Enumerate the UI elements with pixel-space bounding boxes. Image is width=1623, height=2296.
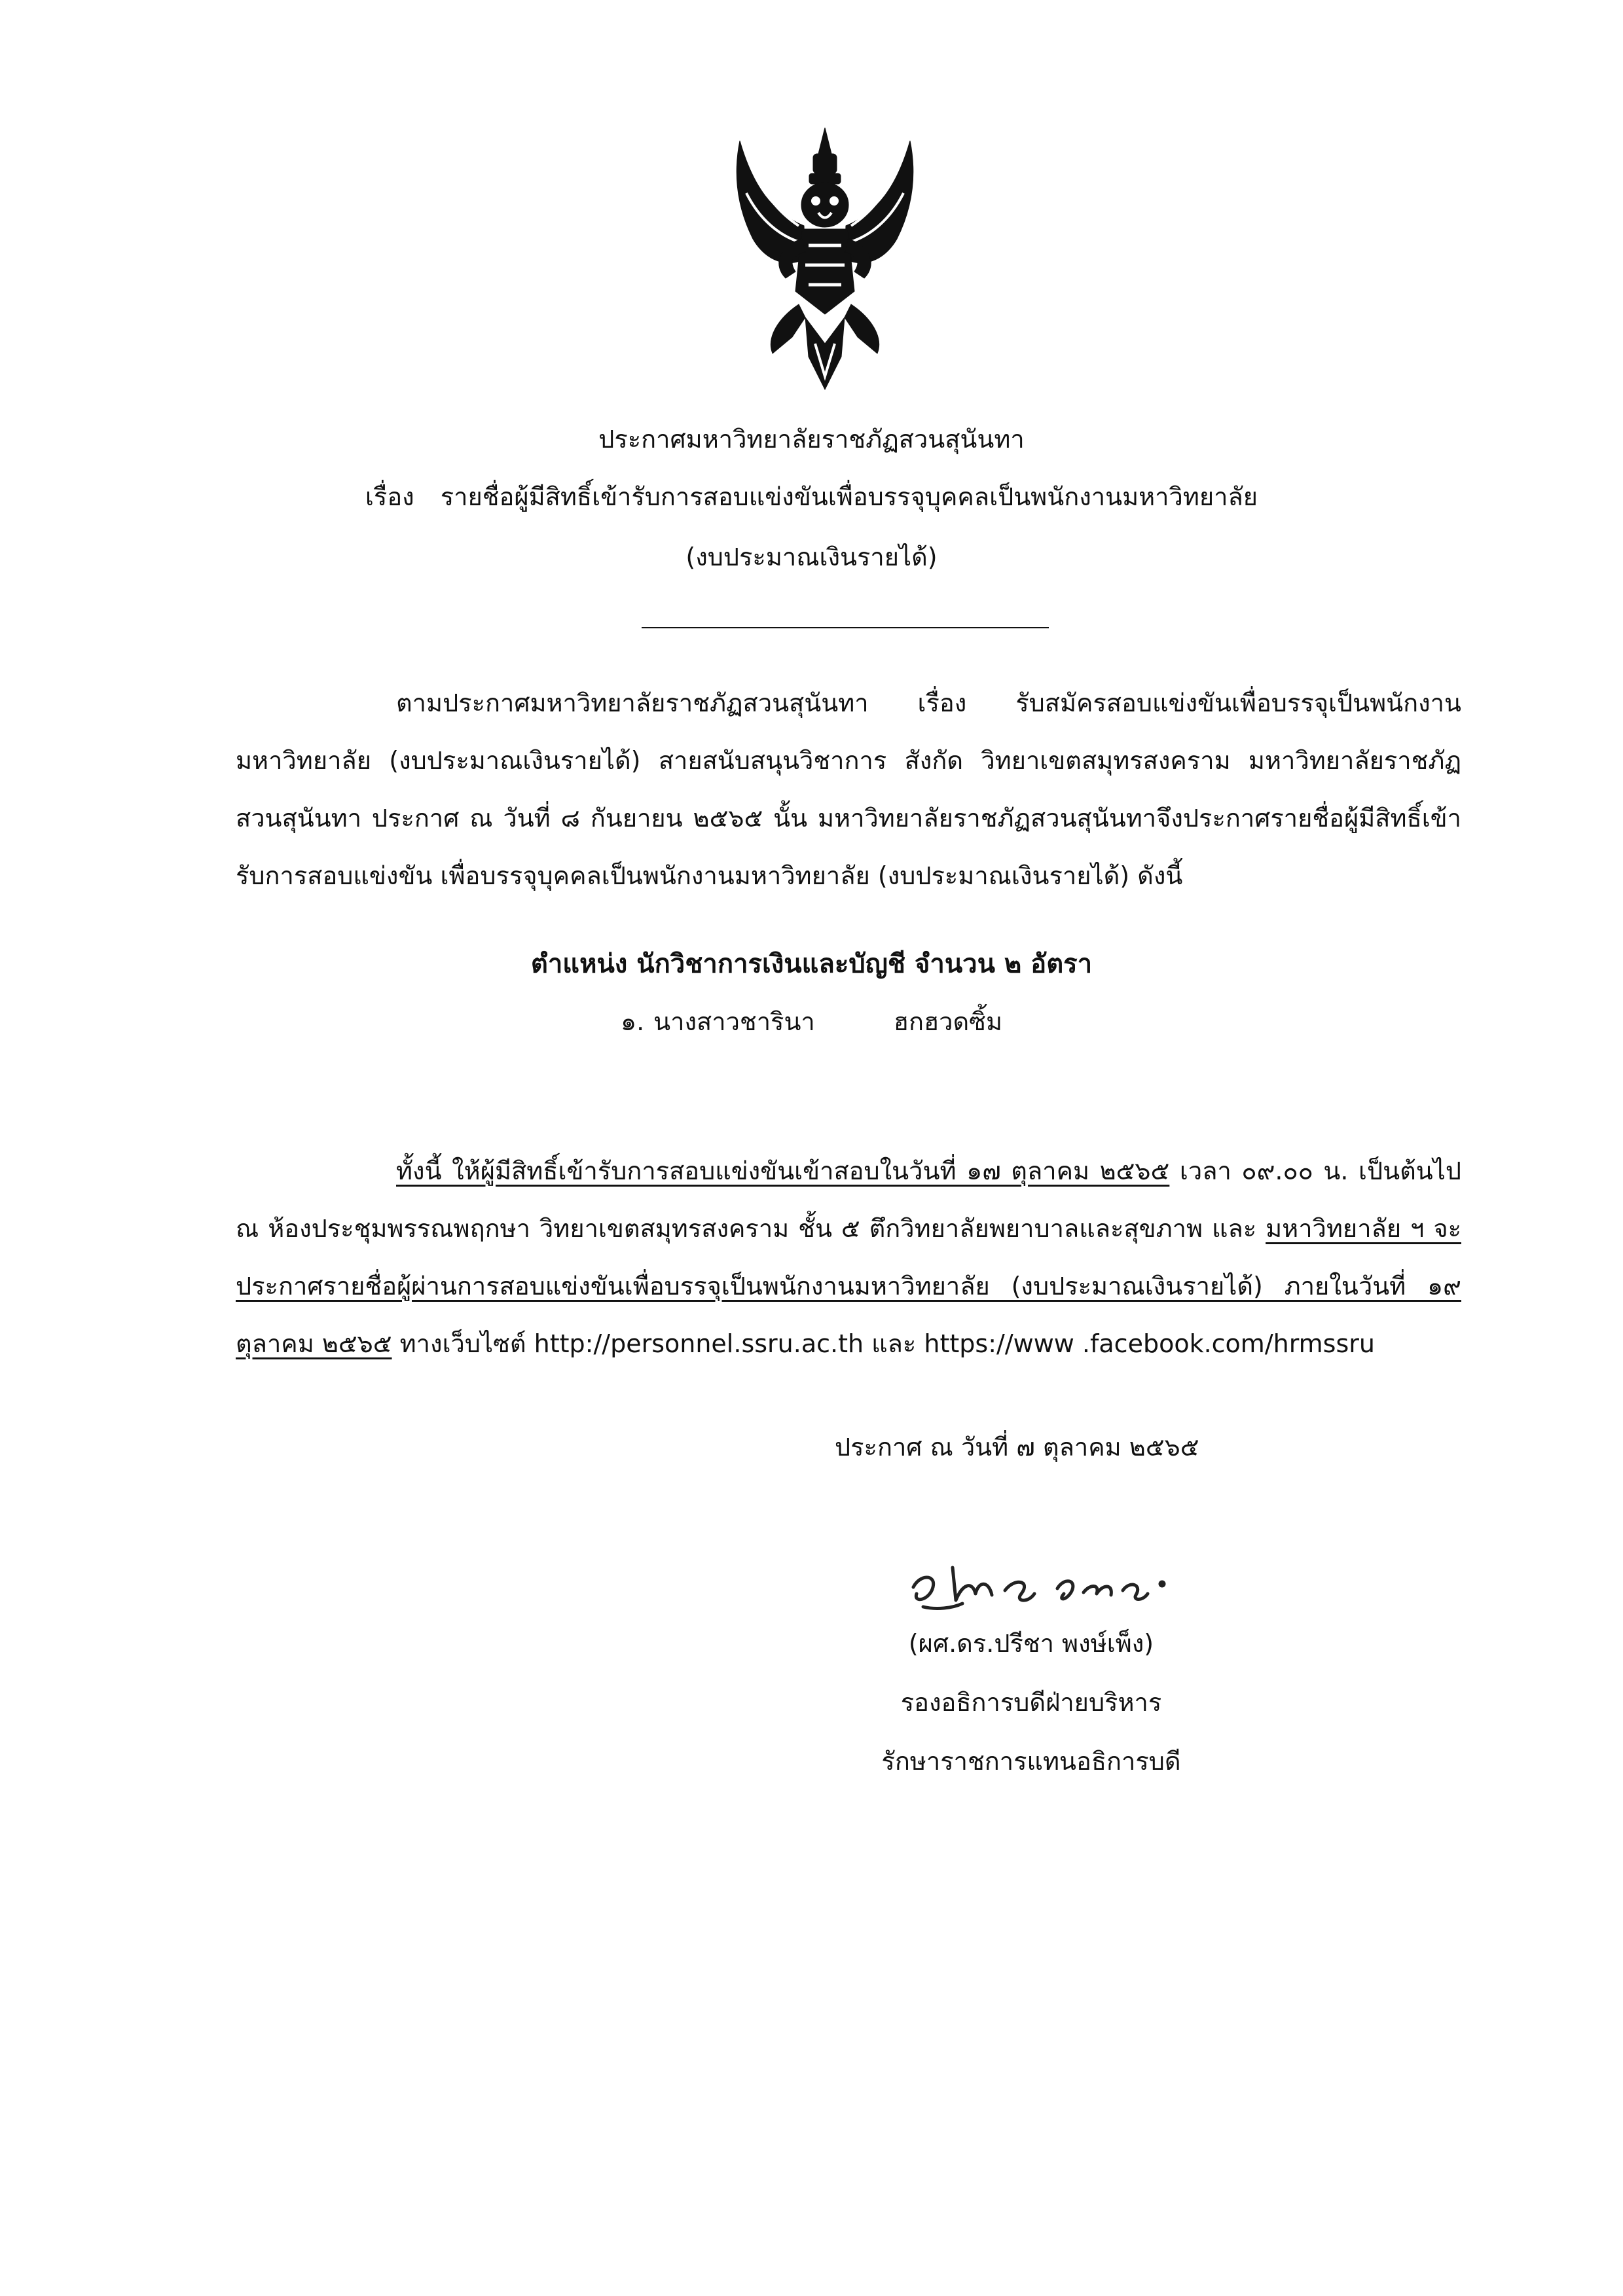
- signer-name: (ผศ.ดร.ปรีชา พงษ์เพ็ง): [908, 1629, 1154, 1658]
- subject-note: (งบประมาณเงินรายได้): [685, 543, 938, 571]
- subject-label: เรื่อง: [365, 482, 414, 511]
- exam-details-paragraph: [236, 1142, 1461, 1372]
- subject-text: รายชื่อผู้มีสิทธิ์เข้ารับการสอบแข่งขันเพื่อบรรจุบุคคลเป็นพนักงานมหาวิทยาลัย: [440, 482, 1258, 511]
- garuda-emblem: [727, 128, 923, 393]
- candidate-list: [0, 1001, 1623, 1041]
- signer-acting-title: รักษาราชการแทนอธิการบดี: [881, 1747, 1181, 1776]
- signer-title: รองอธิการบดีฝ่ายบริหาร: [900, 1688, 1162, 1717]
- result-announcement-text: มหาวิทยาลัย ฯ จะประกาศรายชื่อผู้ผ่านการสอบแข่งขันเพื่อบรรจุเป็นพนักงานมหาวิทยาลัย (งบประมาณเงินรายได้) ภายในวันที่ ๑๙ ตุลาคม ๒๕๖๕: [236, 1214, 1461, 1358]
- candidate-surname: ฮกฮวดซิ้ม: [893, 1007, 1003, 1036]
- announcement-date: ประกาศ ณ วันที่ ๗ ตุลาคม ๒๕๖๕: [835, 1433, 1199, 1462]
- intro-paragraph: ตามประกาศมหาวิทยาลัยราชภัฏสวนสุนันทา เรื่อง รับสมัครสอบแข่งขันเพื่อบรรจุเป็นพนักงานมหาวิทยาลัย (งบประมาณเงินรายได้) สายสนับสนุนวิชาการ สังกัด วิทยาเขตสมุทรสงคราม มหาวิทยาลัยราชภัฏสวนสุนันทา ประกาศ ณ วันที่ ๘ กันยายน ๒๕๖๕ นั้น มหาวิทยาลัยราชภัฏสวนสุนันทาจึงประกาศรายชื่อผู้มีสิทธิ์เข้ารับการสอบแข่งขัน เพื่อบรรจุบุคคลเป็นพนักงานมหาวิทยาลัย (งบประมาณเงินรายได้) ดังนี้: [236, 689, 1461, 890]
- exam-date-text: ทั้งนี้ ให้ผู้มีสิทธิ์เข้ารับการสอบแข่งขันเข้าสอบในวันที่ ๑๗ ตุลาคม ๒๕๖๕: [396, 1157, 1170, 1185]
- announcement-subject: [0, 476, 1623, 516]
- title-divider: [642, 627, 1049, 628]
- candidate-number: ๑.: [620, 1007, 645, 1036]
- position-heading: ตำแหน่ง นักวิชาการเงินและบัญชี จำนวน ๒ อัตรา: [530, 949, 1093, 979]
- candidate-name: นางสาวชารินา: [653, 1007, 815, 1036]
- announcement-title: ประกาศมหาวิทยาลัยราชภัฏสวนสุนันทา: [598, 425, 1025, 454]
- signature: [900, 1548, 1175, 1620]
- website-text: ทางเว็บไซต์ http://personnel.ssru.ac.th และ https://www .facebook.com/hrmssru: [392, 1329, 1375, 1358]
- exam-venue-text: เวลา ๐๙.๐๐ น. เป็นต้นไป ณ ห้องประชุมพรรณพฤกษา วิทยาเขตสมุทรสงคราม ชั้น ๕ ตึกวิทยาลัยพยาบาลและสุขภาพ และ: [236, 1157, 1461, 1243]
